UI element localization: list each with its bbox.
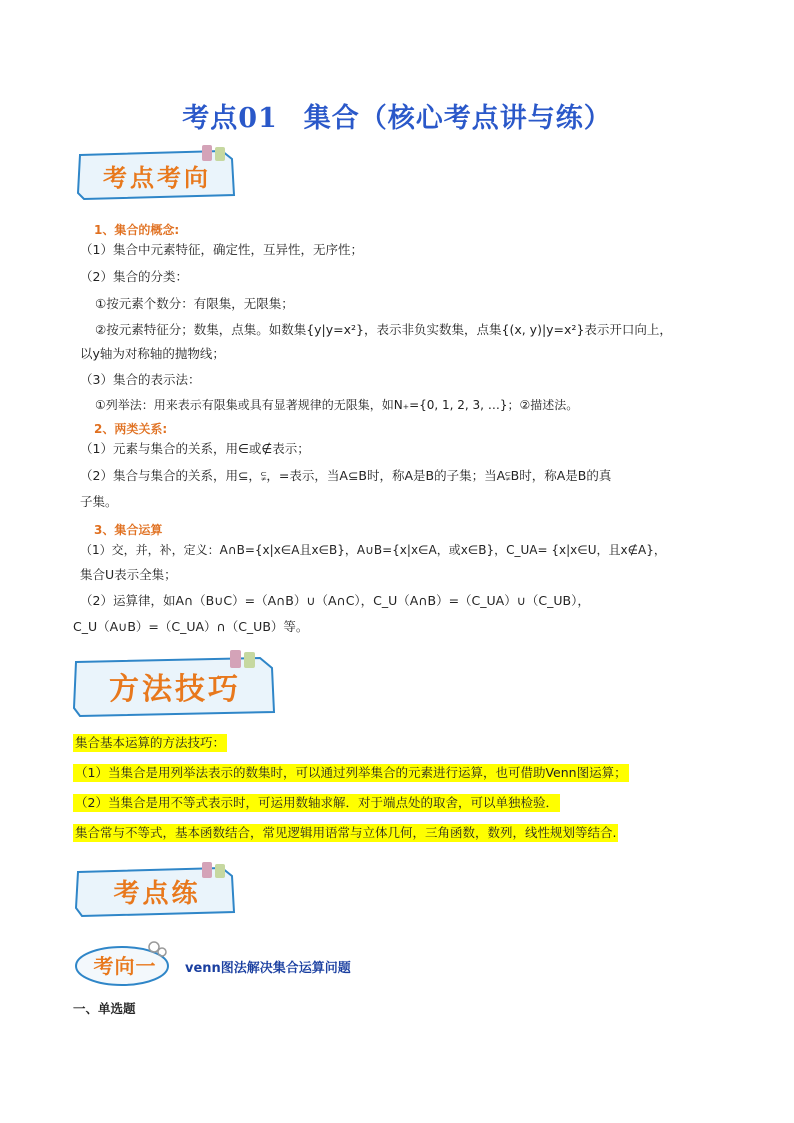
title-part2: 集合（核心考点讲与练）	[303, 103, 612, 134]
text-line: （1）元素与集合的关系，用∈或∉表示；	[80, 441, 310, 456]
page-title	[0, 96, 794, 135]
text-line: （1）交，并，补，定义：A∩B={x|x∈A且x∈B}，A∪B={x|x∈A，或x∈B}，C_UA= {x|x∈U，且x∉A}，	[80, 543, 666, 557]
text-line: 以y轴为对称轴的抛物线；	[80, 346, 225, 361]
text-line: ①按元素个数分：有限集，无限集；	[95, 296, 294, 311]
text-line: （2）运算律，如A∩（B∪C）=（A∩B）∪（A∩C），C_U（A∩B）=（C_UA）∪（C_UB），	[80, 593, 590, 608]
banner-label: 考向一	[93, 953, 157, 978]
banner-label: 考点练	[113, 878, 201, 909]
title-part1: 考点01	[182, 103, 278, 134]
text-line: ①列举法：用来表示有限集或具有显著规律的无限集，如N₊={0, 1, 2, 3, …}；②描述法。	[95, 398, 579, 412]
banner-fangfa-jiqiao	[70, 650, 280, 722]
banner-label: 考点考向	[103, 162, 211, 192]
section-heading-3: 3、集合运算	[94, 523, 163, 537]
text-line: （2）集合的分类：	[80, 269, 188, 284]
text-line: 集合U表示全集；	[80, 567, 177, 582]
section-multiple-choice: 一、单选题	[73, 1001, 136, 1016]
method-line: 集合基本运算的方法技巧：	[75, 735, 226, 750]
banner-label: 方法技巧	[109, 672, 241, 707]
text-line: （2）集合与集合的关系，用⊆，⫋，=表示，当A⊆B时，称A是B的子集；当A⫋B时，称A是B的真	[80, 468, 612, 483]
topic-label: venn图法解决集合运算问题	[185, 961, 351, 976]
method-line: （1）当集合是用列举法表示的数集时，可以通过列举集合的元素进行运算，也可借助Venn图运算；	[75, 765, 627, 780]
section-heading-2: 2、两类关系:	[94, 422, 168, 436]
method-line: 集合常与不等式，基本函数结合，常见逻辑用语常与立体几何，三角函数，数列，线性规划等结合.	[75, 825, 617, 840]
banner-kaoxiang-yi	[72, 938, 178, 990]
banner-kaodian-kaoxiang	[72, 145, 242, 205]
text-line: （3）集合的表示法：	[80, 372, 201, 387]
text-line: C_U（A∪B）=（C_UA）∩（C_UB）等。	[73, 619, 309, 634]
text-line: （1）集合中元素特征，确定性，互异性，无序性；	[80, 242, 363, 257]
text-line: 子集。	[80, 494, 118, 509]
section-heading-1: 1、集合的概念:	[94, 223, 180, 237]
banner-kaodian-lian	[72, 862, 242, 920]
text-line: ②按元素特征分；数集，点集。如数集{y|y=x²}，表示非负实数集，点集{(x, y)|y=x²}表示开口向上，	[95, 322, 672, 337]
method-line: （2）当集合是用不等式表示时，可运用数轴求解．对于端点处的取舍，可以单独检验．	[75, 795, 558, 810]
